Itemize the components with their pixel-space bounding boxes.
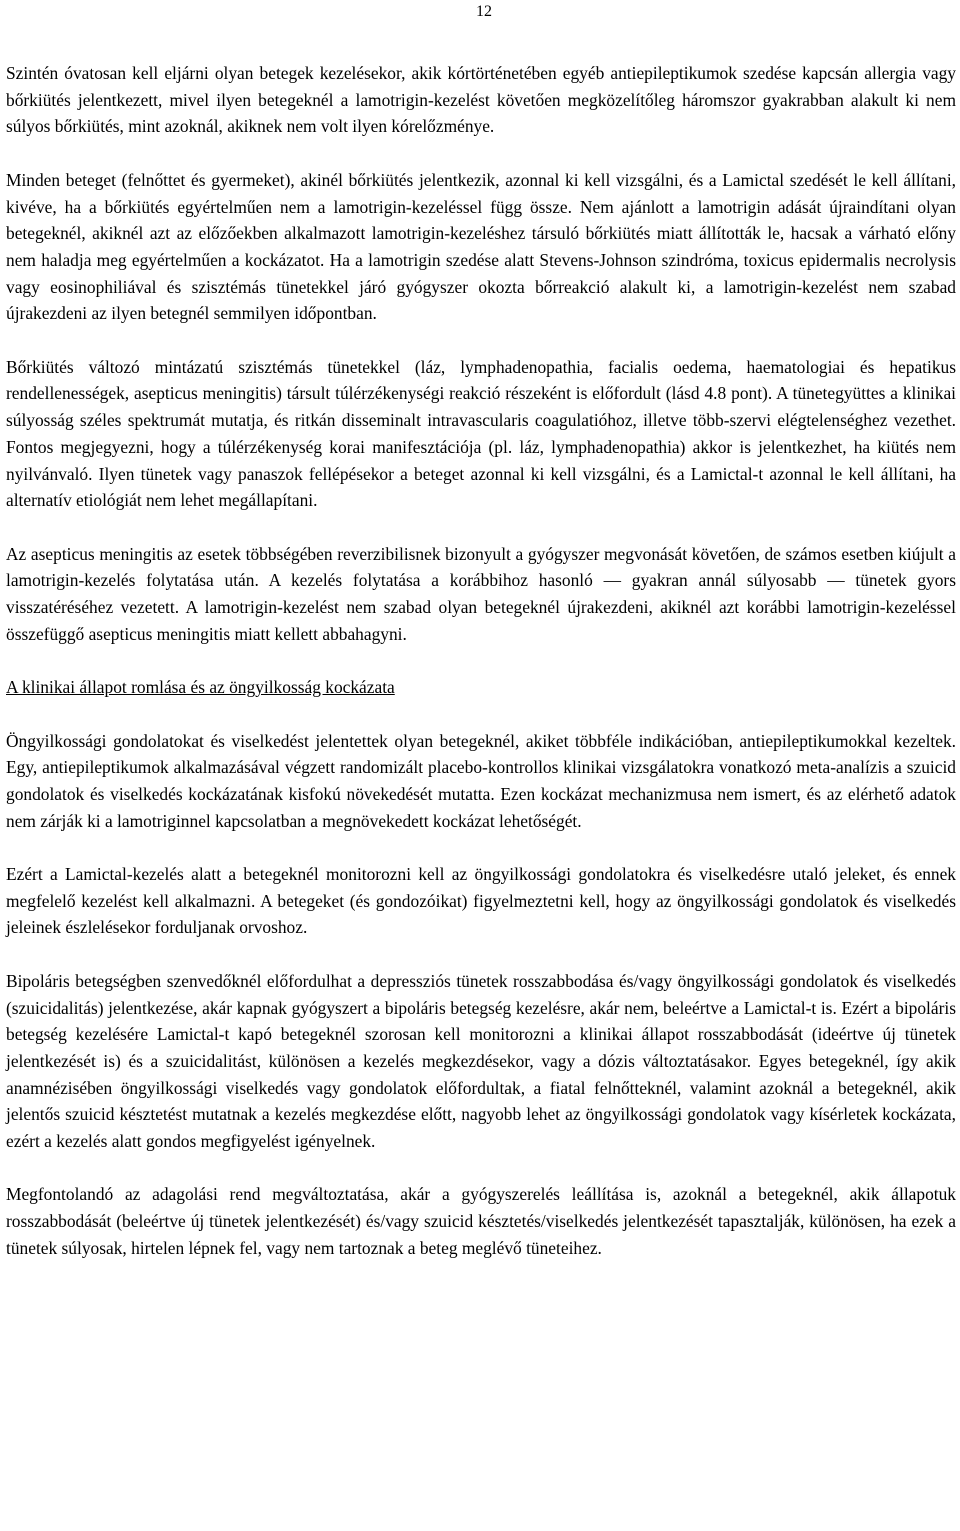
paragraph-bipolar-disorder: Bipoláris betegségben szenvedőknél előfordulhat a depressziós tünetek rosszabbodása és/vagy öngyilkossági gondolatok és viselkedés (szuicidalitás) jelentkezése, akár kapnak gyógyszert a bipoláris betegség kezelésre, akár nem, beleértve a Lamictal-t is. Ezért a bipoláris betegség kezelésére Lamictal-t kapó betegeknél szorosan kell monitorozni a klinikai állapot rosszabbodását (ideértve új tünetek jelentkezését is) és a szuicidalitást, különösen a kezelés megkezdésekor, vagy a dózis változtatásakor. Egyes betegeknél, így akik anamnézisében öngyilkossági viselkedés vagy gondolatok előfordultak, a fiatal felnőtteknél, valamint azoknál a betegeknél, akik jelentős szuicid késztetést mutatnak a kezelés megkezdése előtt, nagyobb lehet az öngyilkossági gondolatok vagy kísérletek kockázata, ezért a kezelés alatt gondos megfigyelést igényelnek. — [6, 970, 956, 1152]
paragraph-dosing-change: Megfontolandó az adagolási rend megváltoztatása, akár a gyógyszerelés leállítása is, azoknál a betegeknél, akik állapotuk rosszabbodását (beleértve új tünetek jelentkezését) és/vagy szuicid késztetés/viselkedés jelentkezését tapasztalják, különösen, ha ezek a tünetek súlyosak, hirtelen lépnek fel, vagy nem tartoznak a beteg meglévő tüneteihez. — [6, 1184, 956, 1258]
page-number: 12 — [476, 3, 492, 20]
paragraph-monitoring: Ezért a Lamictal-kezelés alatt a betegeknél monitorozni kell az öngyilkossági gondolatokra és viselkedésre utaló jeleket, és ennek megfelelő kezelést kell alkalmazni. A betegeket (és gondozóikat) figyelmeztetni kell, hogy az öngyilkossági gondolatok és viselkedés jeleinek észlelésekor forduljanak orvoshoz. — [6, 864, 956, 938]
paragraph-prior-allergy-caution: Szintén óvatosan kell eljárni olyan betegek kezelésekor, akik kórtörténetében egyéb antiepileptikumok szedése kapcsán allergia vagy bőrkiütés jelentkezett, mivel ilyen betegeknél a lamotrigin-kezelést követően megközelítőleg háromszor gyakrabban alakult ki nem súlyos bőrkiütés, mint azoknál, akiknek nem volt ilyen kórelőzménye. — [6, 63, 956, 137]
document-body — [6, 60, 956, 1288]
paragraph-rash-evaluation: Minden beteget (felnőttet és gyermeket), akinél bőrkiütés jelentkezik, azonnal ki kell vizsgálni, és a Lamictal szedését le kell állítani, kivéve, ha a bőrkiütés egyértelműen nem a lamotrigin-kezeléssel függ össze. Nem ajánlott a lamotrigin adását újraindítani olyan betegeknél, akiknél azt az előzőekben alkalmazott lamotrigin-kezeléshez társuló bőrkiütés miatt állították le, hacsak a várható előny nem haladja meg egyértelműen a kockázatot. Ha a lamotrigin szedése alatt Stevens-Johnson szindróma, toxicus epidermalis necrolysis vagy eosinophiliával és szisztémás tünetekkel járó gyógyszer okozta bőrreakció alakult ki, a lamotrigin-kezelést nem szabad újrakezdeni az ilyen betegnél semmilyen időpontban. — [6, 169, 956, 324]
paragraph-aseptic-meningitis: Az asepticus meningitis az esetek többségében reverzibilisnek bizonyult a gyógyszer megvonását követően, de számos esetben kiújult a lamotrigin-kezelés folytatása után. A kezelés folytatása a korábbihoz hasonló ― gyakran annál súlyosabb ― tünetek gyors visszatéréséhez vezetett. A lamotrigin-kezelést nem szabad olyan betegeknél újrakezdeni, akiknél azt korábbi lamotrigin-kezeléssel összefüggő asepticus meningitis miatt kellett abbahagyni. — [6, 543, 956, 644]
paragraph-suicidal-ideation: Öngyilkossági gondolatokat és viselkedést jelentettek olyan betegeknél, akiket többféle indikációban, antiepileptikumokkal kezeltek. Egy, antiepileptikumok alkalmazásával végzett randomizált placebo-kontrollos klinikai vizsgálatokra vonatkozó meta-analízis a szuicid gondolatok és viselkedés kockázatának kisfokú növekedését mutatta. Ezen kockázat mechanizmusa nem ismert, és az elérhető adatok nem zárják ki a lamotriginnel kapcsolatban a megnövekedett kockázat lehetőségét. — [6, 730, 956, 831]
paragraph-hypersensitivity-reaction: Bőrkiütés változó mintázatú szisztémás tünetekkel (láz, lymphadenopathia, facialis oedema, haematologiai és hepatikus rendellenességek, asepticus meningitis) társult túlérzékenységi reakció részeként is előfordult (lásd 4.8 pont). A tünetegyüttes a klinikai súlyosság széles spektrumát mutatja, és ritkán disseminalt intravascularis coagulatióhoz, illetve több-szervi elégtelenséghez vezethet. Fontos megjegyezni, hogy a túlérzékenység korai manifesztációja (pl. láz, lymphadenopathia) akkor is jelentkezhet, ha kiütés nem nyilvánvaló. Ilyen tünetek vagy panaszok fellépésekor a beteget azonnal ki kell vizsgálni, és a Lamictal-t azonnal le kell állítani, ha alternatív etiológiát nem lehet megállapítani. — [6, 356, 956, 511]
section-heading-suicide-risk: A klinikai állapot romlása és az öngyilkosság kockázata — [6, 677, 395, 698]
